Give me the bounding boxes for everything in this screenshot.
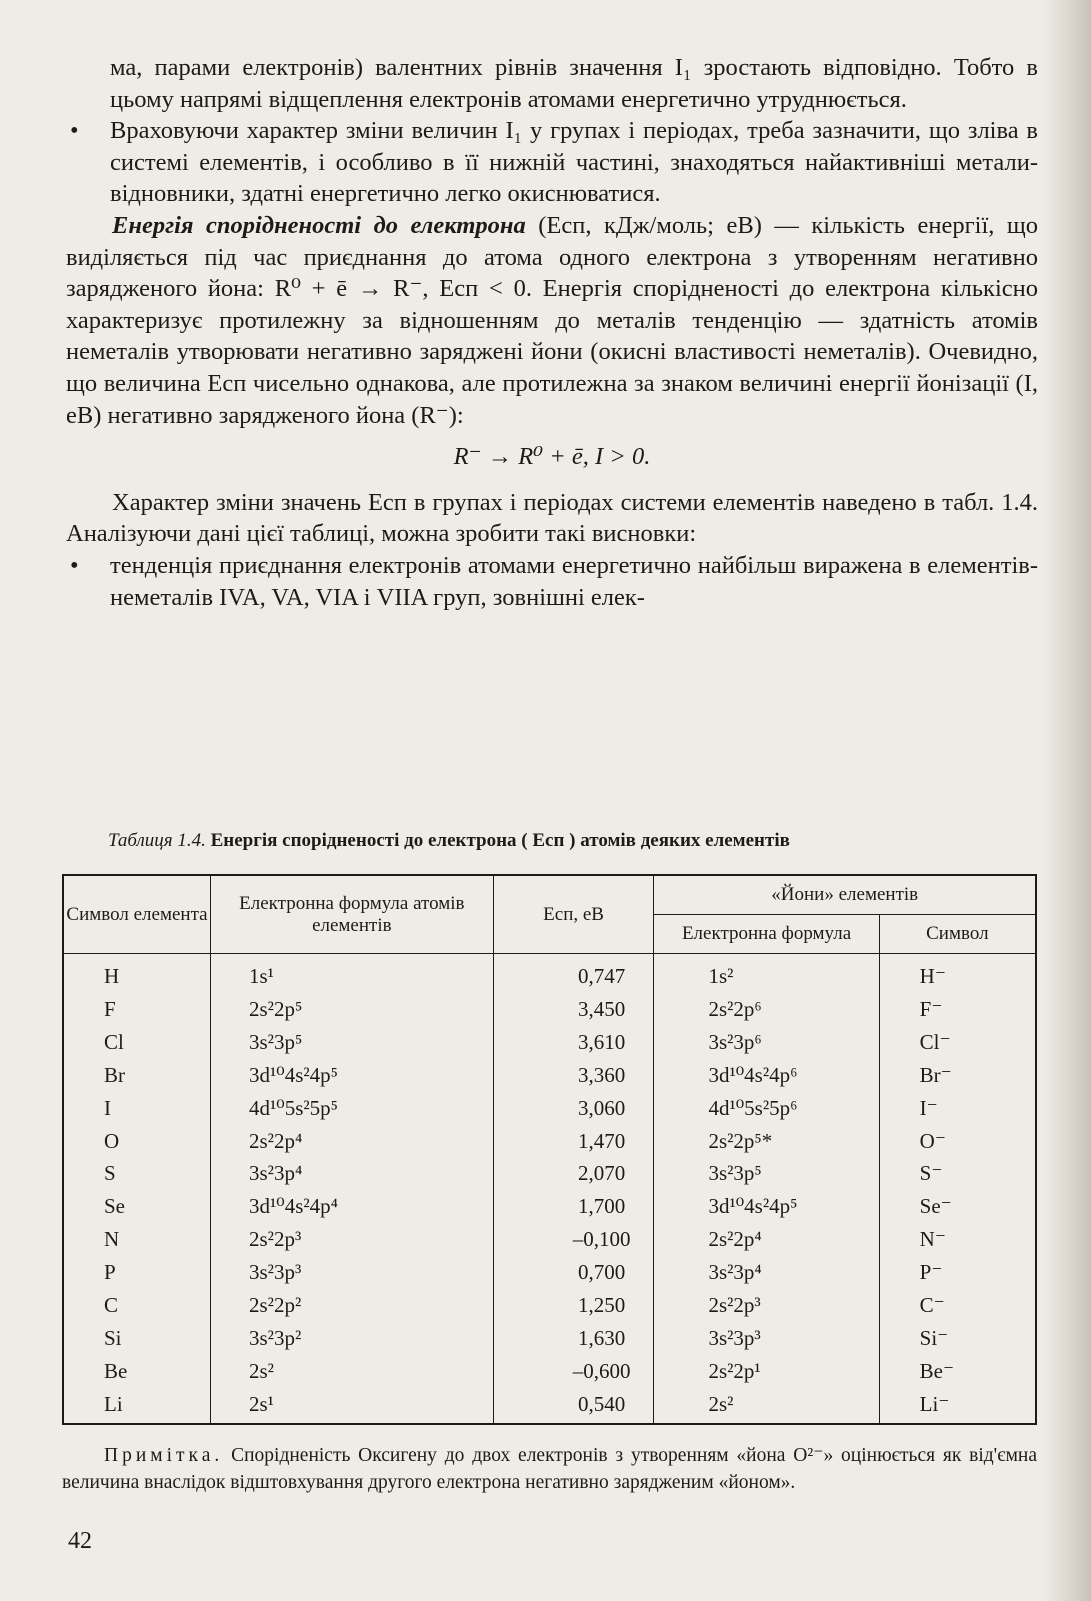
cell-ion-formula: 3s²3p⁵	[654, 1157, 879, 1190]
table-row	[63, 1125, 1036, 1158]
bullet-text: тенденція приєднання електронів атомами енергетично найбільш виражена в елементів-неметалів IVA, VA, VIA і VIIA груп, зовнішні елек-	[110, 551, 1038, 611]
cell-ion-formula: 1s²	[654, 954, 879, 993]
cell-ion-symbol: O⁻	[879, 1125, 1036, 1158]
cell-energy: 2,070	[493, 1157, 654, 1190]
cell-energy: 3,610	[493, 1026, 654, 1059]
table-note	[62, 1442, 1037, 1496]
cell-ion-symbol: Si⁻	[879, 1322, 1036, 1355]
paragraph-electron-affinity	[66, 210, 1038, 431]
cell-ion-formula: 3s²3p³	[654, 1322, 879, 1355]
cell-formula: 2s²	[210, 1355, 493, 1388]
paragraph-continuation: ма, парами електронів) валентних рівнів значення I₁ зростають відповідно. Тобто в цьому напрямі відщеплення електронів атомами енергетично утруднюється.	[110, 54, 1038, 113]
cell-ion-symbol: P⁻	[879, 1256, 1036, 1289]
table-caption	[108, 830, 1038, 852]
cell-formula: 3s²3p²	[210, 1322, 493, 1355]
electron-affinity-table	[62, 874, 1037, 1425]
table-row	[63, 1223, 1036, 1256]
bullet-item	[66, 115, 1038, 210]
table-row	[63, 1355, 1036, 1388]
cell-ion-formula: 2s²2p⁶	[654, 993, 879, 1026]
cell-ion-formula: 3d¹⁰4s²4p⁵	[654, 1190, 879, 1223]
header-ions: «Йони» елементів	[654, 875, 1036, 915]
cell-ion-symbol: Br⁻	[879, 1059, 1036, 1092]
cell-symbol: I	[63, 1092, 210, 1125]
table-row	[63, 1388, 1036, 1424]
header-ion-formula: Електронна формула	[654, 915, 879, 954]
cell-formula: 2s²2p²	[210, 1289, 493, 1322]
cell-ion-formula: 2s²2p³	[654, 1289, 879, 1322]
cell-energy: 1,250	[493, 1289, 654, 1322]
cell-symbol: Br	[63, 1059, 210, 1092]
table-row	[63, 1190, 1036, 1223]
cell-symbol: H	[63, 954, 210, 993]
cell-ion-symbol: Cl⁻	[879, 1026, 1036, 1059]
paragraph-text: (Eсп, кДж/моль; еВ) — кількість енергії, що виділяється під час приєднання до атома одного електрона з утворенням негативно зарядженого йона: R⁰ + ē → R⁻, Eсп < 0. Енергія спорідненості до електрона кількісно характеризує протилежну за відношенням до металів тенденцію — здатність атомів неметалів утворювати негативно заряджені йони (окисні властивості неметалів). Очевидно, що величина Eсп чисельно однакова, але протилежна за знаком величині енергії йонізації (I, еВ) негативно зарядженого йона (R⁻):	[66, 211, 1039, 429]
table-row	[63, 1059, 1036, 1092]
cell-ion-formula: 3s²3p⁶	[654, 1026, 879, 1059]
bullet-dot-icon: •	[70, 551, 79, 579]
cell-ion-formula: 2s²2p¹	[654, 1355, 879, 1388]
page-number: 42	[68, 1528, 92, 1554]
cell-formula: 3d¹⁰4s²4p⁵	[210, 1059, 493, 1092]
cell-energy: 3,360	[493, 1059, 654, 1092]
cell-energy: –0,100	[493, 1223, 654, 1256]
cell-symbol: C	[63, 1289, 210, 1322]
cell-energy: 0,700	[493, 1256, 654, 1289]
table-caption-text: Енергія спорідненості до електрона ( Eсп ) атомів деяких елементів	[210, 830, 790, 851]
cell-symbol: N	[63, 1223, 210, 1256]
cell-ion-symbol: H⁻	[879, 954, 1036, 993]
cell-symbol: Li	[63, 1388, 210, 1424]
cell-ion-symbol: S⁻	[879, 1157, 1036, 1190]
formula-ionization: R⁻ → R⁰ + ē, I > 0.	[453, 443, 651, 471]
page-spine-shadow	[1043, 0, 1091, 1601]
cell-symbol: P	[63, 1256, 210, 1289]
table-row	[63, 1157, 1036, 1190]
cell-energy: 3,060	[493, 1092, 654, 1125]
cell-ion-formula: 2s²2p⁴	[654, 1223, 879, 1256]
cell-ion-symbol: C⁻	[879, 1289, 1036, 1322]
cell-energy: 3,450	[493, 993, 654, 1026]
header-formula: Електронна формула атомів елементів	[210, 875, 493, 954]
cell-ion-formula: 4d¹⁰5s²5p⁶	[654, 1092, 879, 1125]
cell-formula: 3s²3p³	[210, 1256, 493, 1289]
note-label: Примітка.	[104, 1445, 224, 1466]
cell-ion-symbol: Li⁻	[879, 1388, 1036, 1424]
cell-formula: 2s²2p³	[210, 1223, 493, 1256]
header-ion-symbol: Символ	[879, 915, 1036, 954]
header-energy: Eсп, еВ	[493, 875, 654, 954]
cell-formula: 4d¹⁰5s²5p⁵	[210, 1092, 493, 1125]
cell-ion-symbol: Be⁻	[879, 1355, 1036, 1388]
cell-energy: 1,630	[493, 1322, 654, 1355]
header-symbol: Символ елемента	[63, 875, 210, 954]
cell-energy: 0,540	[493, 1388, 654, 1424]
paragraph-table-intro: Характер зміни значень Eсп в групах і періодах системи елементів наведено в табл. 1.4. Аналізуючи дані цієї таблиці, можна зробити такі висновки:	[66, 488, 1038, 548]
cell-ion-symbol: I⁻	[879, 1092, 1036, 1125]
cell-energy: 1,470	[493, 1125, 654, 1158]
table-row	[63, 1092, 1036, 1125]
cell-ion-formula: 2s²2p⁵*	[654, 1125, 879, 1158]
body-text	[66, 52, 1038, 613]
table-row	[63, 1026, 1036, 1059]
cell-energy: 1,700	[493, 1190, 654, 1223]
cell-formula: 2s¹	[210, 1388, 493, 1424]
cell-formula: 3s²3p⁴	[210, 1157, 493, 1190]
cell-symbol: Si	[63, 1322, 210, 1355]
bullet-dot-icon: •	[70, 117, 79, 145]
table-row	[63, 993, 1036, 1026]
cell-symbol: O	[63, 1125, 210, 1158]
cell-energy: 0,747	[493, 954, 654, 993]
cell-formula: 1s¹	[210, 954, 493, 993]
term-electron-affinity: Енергія спорідненості до електрона	[112, 211, 526, 239]
table-row	[63, 1289, 1036, 1322]
cell-formula: 3d¹⁰4s²4p⁴	[210, 1190, 493, 1223]
cell-symbol: F	[63, 993, 210, 1026]
table-row	[63, 1256, 1036, 1289]
cell-ion-formula: 3d¹⁰4s²4p⁶	[654, 1059, 879, 1092]
cell-symbol: Se	[63, 1190, 210, 1223]
note-text: Спорідненість Оксигену до двох електронів з утворенням «йона O²⁻» оцінюється як від'ємна величина внаслідок відштовхування другого електрона негативно зарядженим «йоном».	[62, 1445, 1037, 1493]
cell-ion-formula: 3s²3p⁴	[654, 1256, 879, 1289]
cell-formula: 2s²2p⁴	[210, 1125, 493, 1158]
cell-ion-formula: 2s²	[654, 1388, 879, 1424]
cell-symbol: S	[63, 1157, 210, 1190]
table-row	[63, 1322, 1036, 1355]
table-row	[63, 954, 1036, 993]
cell-ion-symbol: N⁻	[879, 1223, 1036, 1256]
cell-formula: 2s²2p⁵	[210, 993, 493, 1026]
table-caption-label: Таблиця 1.4.	[108, 830, 206, 851]
cell-ion-symbol: Se⁻	[879, 1190, 1036, 1223]
cell-formula: 3s²3p⁵	[210, 1026, 493, 1059]
bullet-item	[66, 550, 1038, 613]
cell-ion-symbol: F⁻	[879, 993, 1036, 1026]
bullet-text: Враховуючи характер зміни величин I₁ у групах і періодах, треба зазначити, що зліва в системі елементів, і особливо в її нижній частині, знаходяться найактивніші метали-відновники, здатні енергетично легко окиснюватися.	[110, 117, 1038, 208]
cell-energy: –0,600	[493, 1355, 654, 1388]
cell-symbol: Cl	[63, 1026, 210, 1059]
cell-symbol: Be	[63, 1355, 210, 1388]
